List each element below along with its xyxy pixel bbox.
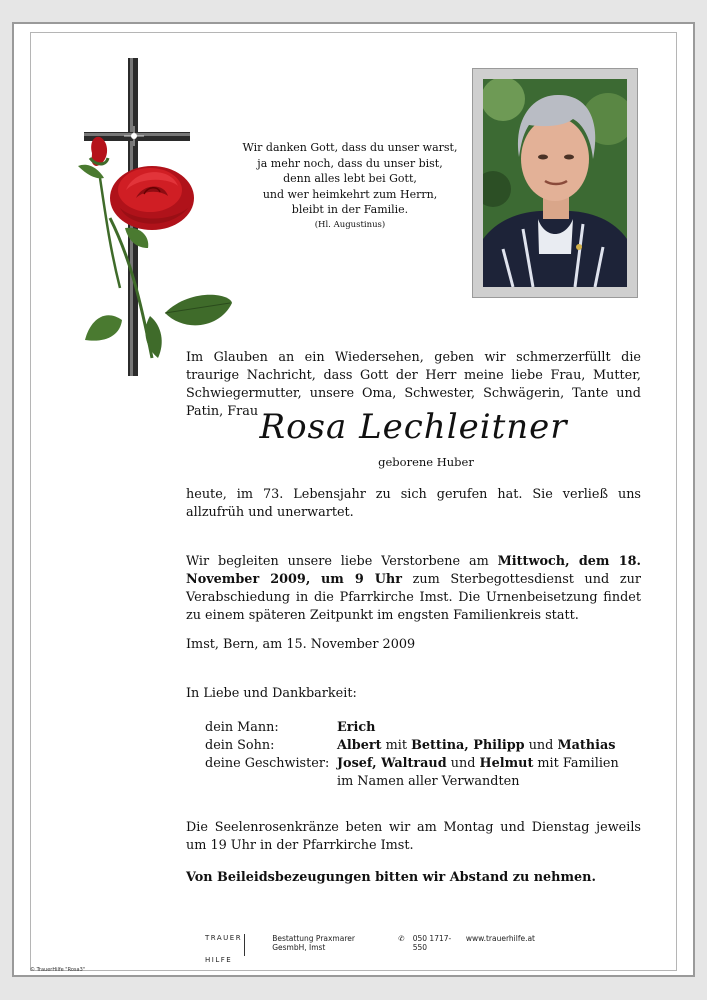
- rosary-paragraph: Die Seelenrosenkränze beten wir am Montag und Dienstag jeweils um 19 Uhr in der Pfarrkirche Imst.: [186, 820, 641, 853]
- sibling-names: [337, 755, 619, 773]
- website: www.trauerhilfe.at: [465, 934, 535, 943]
- relatives-line: im Namen aller Verwandten: [337, 774, 520, 789]
- funeral-paragraph: [186, 553, 641, 625]
- portrait-frame: [472, 68, 638, 298]
- spacer: [205, 773, 337, 791]
- funeral-date: Mittwoch, dem 18. November 2009,: [186, 554, 642, 587]
- deceased-name: Rosa Lechleitner: [259, 407, 568, 447]
- family-row-husband: [205, 719, 635, 737]
- portrait-image-icon: [483, 79, 627, 287]
- birth-name: geborene Huber: [378, 455, 474, 469]
- family-list: [205, 719, 635, 791]
- phone-number: 050 1717-550: [412, 934, 452, 952]
- logo-text-b: HILFE: [205, 956, 233, 964]
- connector: und: [446, 756, 480, 771]
- place-date: Imst, Bern, am 15. November 2009: [186, 637, 416, 652]
- trauerhilfe-logo: [205, 934, 264, 964]
- copyright-note: © TrauerHilfe "Rosa3": [30, 967, 86, 973]
- family-row-siblings: [205, 755, 635, 773]
- sibling-name-b: Helmut: [479, 756, 534, 771]
- funeral-home-footer: [205, 934, 535, 964]
- family-label: dein Sohn:: [205, 738, 275, 753]
- cross-with-rose-image: [70, 58, 240, 380]
- family-label: dein Mann:: [205, 720, 279, 735]
- son-family-names: Bettina, Philipp: [411, 738, 525, 753]
- logo-text-a: TRAUER: [205, 934, 243, 942]
- connector: mit: [381, 738, 412, 753]
- death-paragraph: heute, im 73. Lebensjahr zu sich gerufen hat. Sie verließ uns allzufrüh und unerwartet.: [186, 487, 641, 520]
- family-row-relatives: [205, 773, 635, 791]
- funeral-text: Wir begleiten unsere liebe Verstorbene am: [186, 554, 498, 569]
- love-line: In Liebe und Dankbarkeit:: [186, 686, 357, 701]
- company-name: Bestattung Praxmarer GesmbH, Imst: [272, 934, 355, 952]
- phone-icon: ✆: [398, 934, 405, 943]
- quote-source: (Hl. Augustinus): [314, 219, 386, 230]
- quote-line: ja mehr noch, dass du unser bist,: [257, 156, 443, 170]
- sibling-names-a: Josef, Waltraud: [337, 756, 447, 771]
- family-row-son: [205, 737, 635, 755]
- son-names: [337, 737, 615, 755]
- funeral-time: um 9 Uhr: [320, 572, 402, 587]
- memorial-quote: [235, 140, 465, 233]
- intro-paragraph: Im Glauben an ein Wiedersehen, geben wir schmerzerfüllt die traurige Nachricht, dass Gott der Herr meine liebe Frau, Mutter, Schwiegermutter, unsere Oma, Schwester, Schwägerin, Tante und Patin, Frau: [186, 350, 641, 419]
- cross-rose-icon: [70, 58, 240, 380]
- connector: und: [524, 738, 558, 753]
- grandson-name: Mathias: [557, 738, 616, 753]
- quote-line: bleibt in der Familie.: [291, 203, 409, 216]
- portrait-photo: [483, 79, 627, 287]
- son-name: Albert: [337, 738, 382, 753]
- quote-line: Wir danken Gott, dass du unser warst,: [242, 141, 458, 154]
- funeral-text-rest: zum Sterbegottesdienst und zur Verabschiedung in die Pfarrkirche Imst. Die Urnenbeisetzung findet zu einem späteren Zeitpunkt im engsten Familienkreis statt.: [186, 572, 641, 623]
- connector: mit Familien: [533, 756, 619, 771]
- condolence-note: Von Beileidsbezeugungen bitten wir Abstand zu nehmen.: [186, 870, 596, 885]
- husband-name: Erich: [337, 720, 376, 735]
- quote-line: denn alles lebt bei Gott,: [283, 172, 417, 185]
- family-label: deine Geschwister:: [205, 756, 330, 771]
- quote-line: und wer heimkehrt zum Herrn,: [262, 187, 438, 201]
